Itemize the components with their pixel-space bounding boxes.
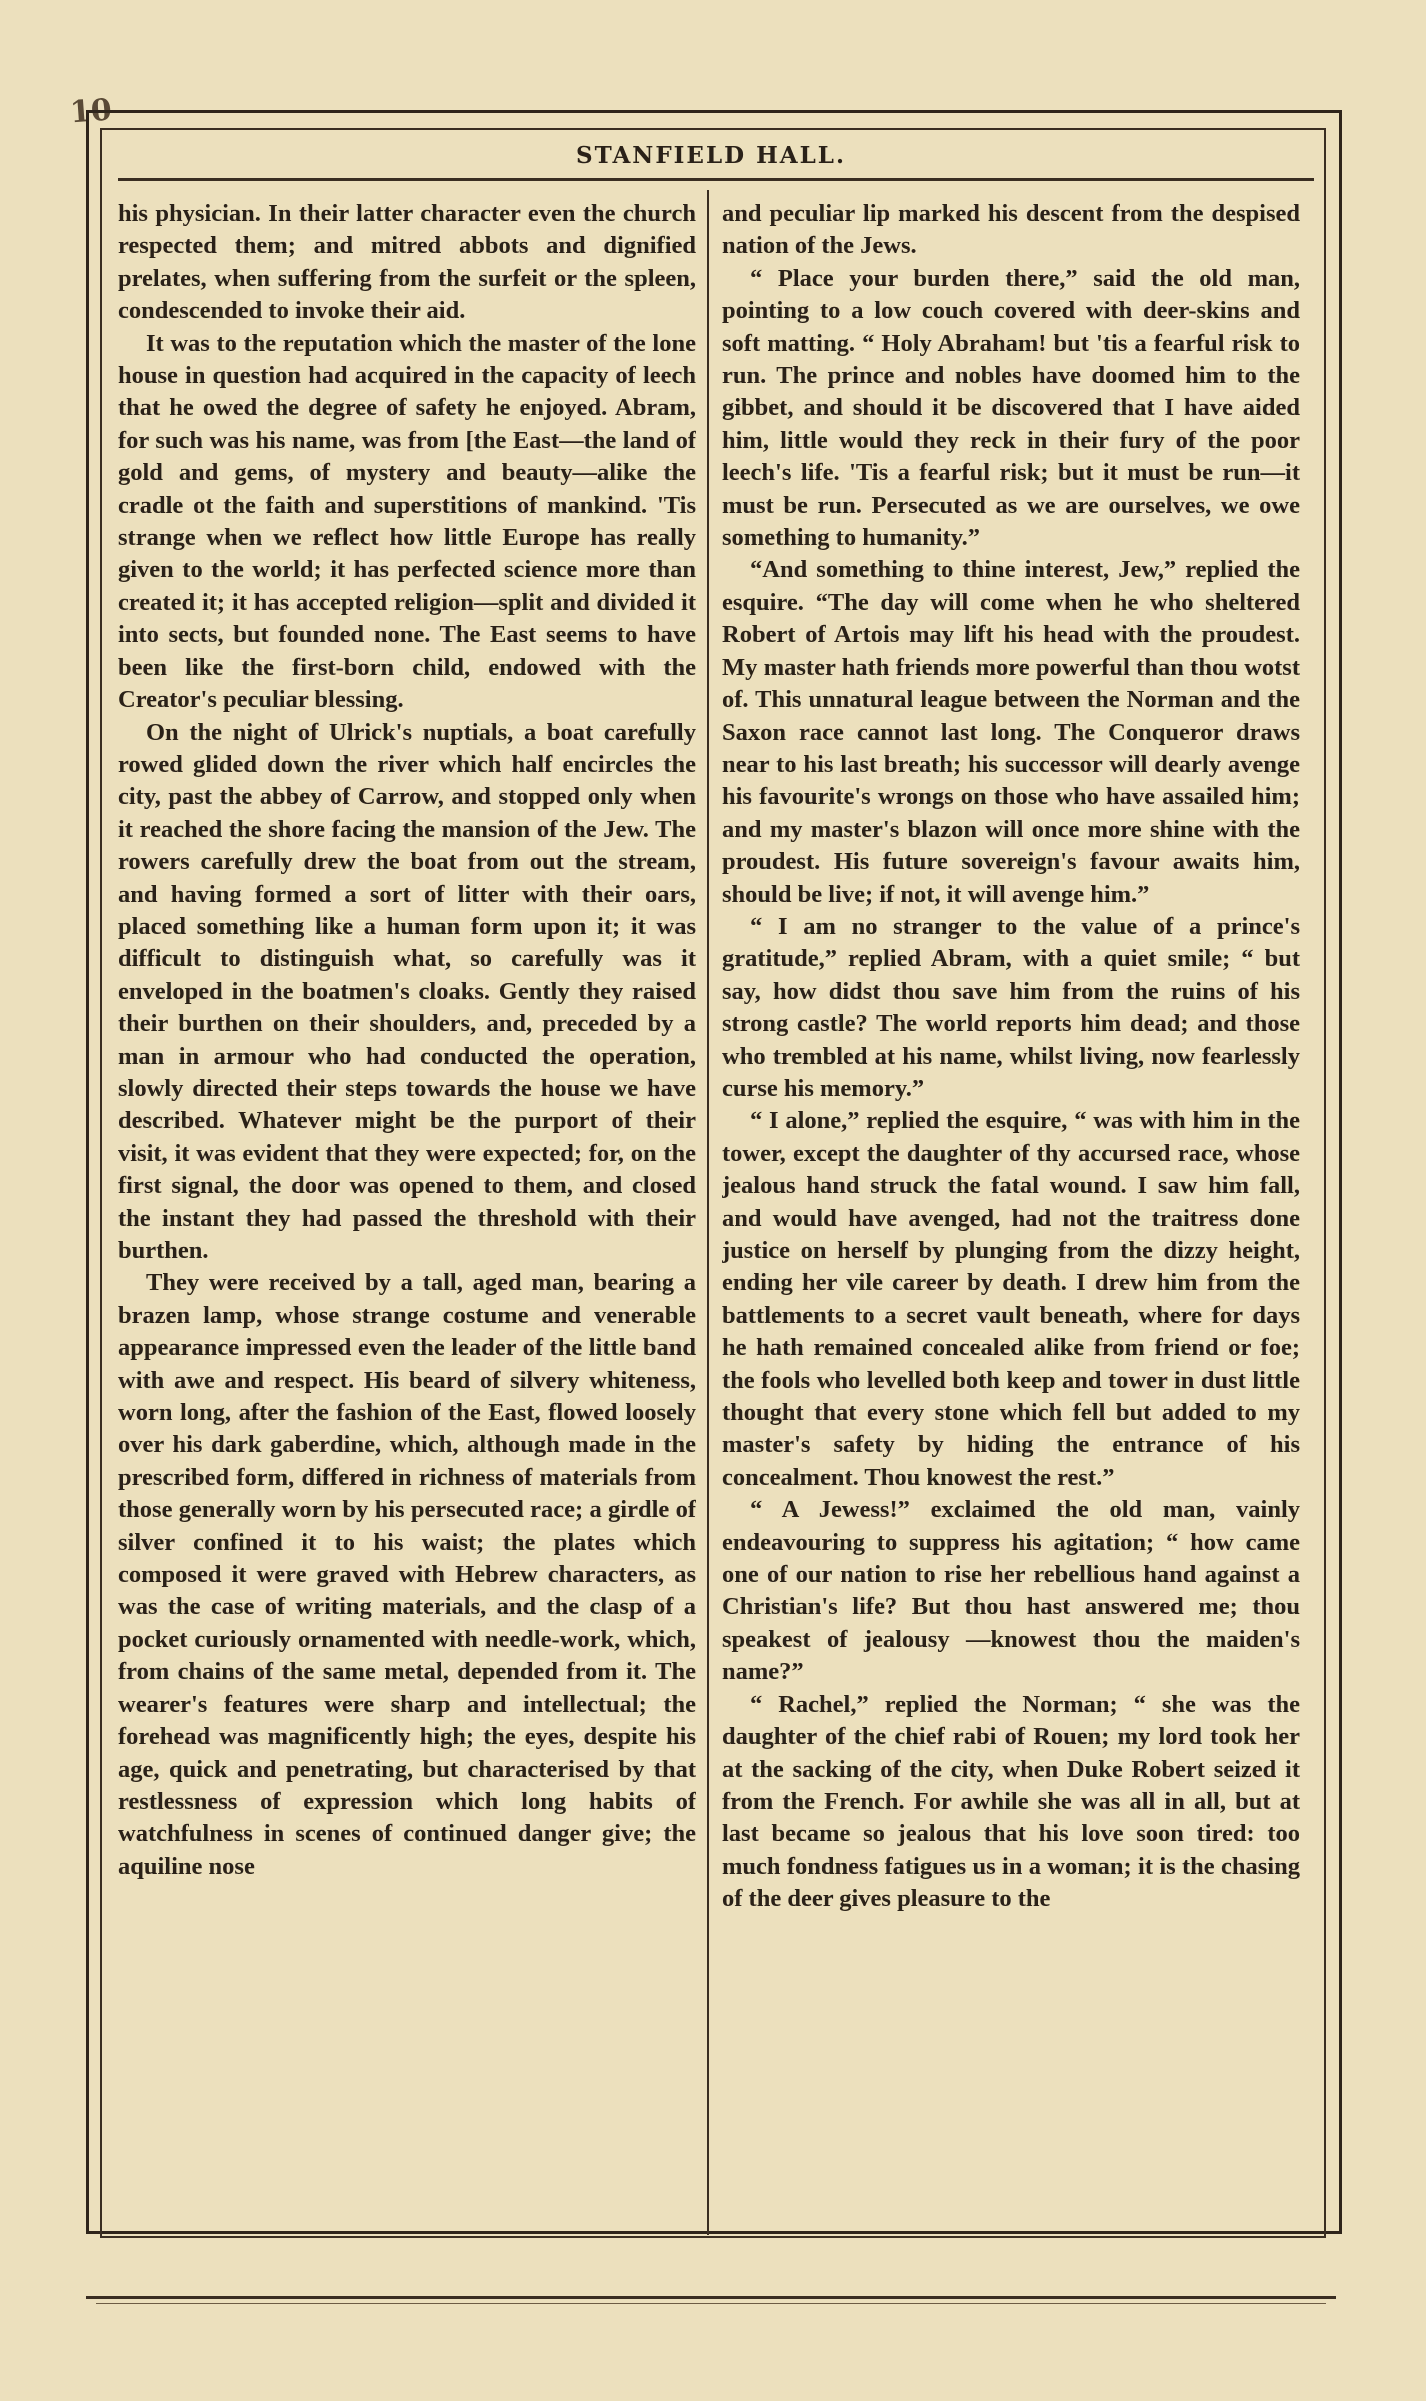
paragraph: his physician. In their latter character even the church respected them; and mitred abbots and dignified prelates, when suffering from the surfeit or the spleen, condescended to invoke their aid. — [118, 200, 696, 325]
right-column — [722, 198, 1300, 2228]
bottom-rule — [86, 2296, 1336, 2299]
paragraph: “ Rachel,” replied the Norman; “ she was the daughter of the chief rabi of Rouen; my lord took her at the sacking of the city, when Duke Robert seized it from the French. For awhile she was all in all, but at last became so jealous that his love soon tired: too much fondness fatigues us in a woman; it is the chasing of the deer gives pleasure to the — [722, 1690, 1300, 1913]
bottom-rule-thin — [96, 2303, 1326, 2304]
paragraph: “And something to thine interest, Jew,” replied the esquire. “The day will come when he who sheltered Robert of Artois may lift his head with the proudest. My master hath friends more powerful than thou wotst of. This unnatural league between the Norman and the Saxon race cannot last long. The Conqueror draws near to his last breath; his successor will dearly avenge his favourite's wrongs on those who have assailed him; and my master's blazon will once more shine with the proudest. His future sovereign's favour awaits him, should be live; if not, it will avenge him.” — [722, 556, 1300, 908]
paragraph: They were received by a tall, aged man, bearing a brazen lamp, whose strange costume and venerable appearance impressed even the leader of the little band with awe and respect. His beard of silvery whiteness, worn long, after the fashion of the East, flowed loosely over his dark gaberdine, which, although made in the prescribed form, differed in richness of materials from those generally worn by his persecuted race; a girdle of silver confined it to his waist; the plates which composed it were graved with Hebrew characters, as was the case of writing materials, and the clasp of a pocket curiously ornamented with needle-work, which, from chains of the same metal, depended from it. The wearer's features were sharp and intellectual; the forehead was magnificently high; the eyes, despite his age, quick and penetrating, but characterised by that restlessness of expression which long habits of watchfulness in scenes of continued danger give; the aquiline nose — [118, 1269, 696, 1880]
paragraph: On the night of Ulrick's nuptials, a boat carefully rowed glided down the river which half encircles the city, past the abbey of Carrow, and stopped only when it reached the shore facing the mansion of the Jew. The rowers carefully drew the boat from out the stream, and having formed a sort of litter with their oars, placed something like a human form upon it; it was difficult to distinguish what, so carefully was it enveloped in the boatmen's cloaks. Gently they raised their burthen on their shoulders, and, preceded by a man in armour who had conducted the operation, slowly directed their steps towards the house we have described. Whatever might be the purport of their visit, it was evident that they were expected; for, on the first signal, the door was opened to them, and closed the instant they had passed the threshold with their burthen. — [118, 718, 696, 1264]
column-divider — [707, 190, 709, 2235]
paragraph: “ I am no stranger to the value of a prince's gratitude,” replied Abram, with a quiet smile; “ but say, how didst thou save him from the ruins of his strong castle? The world reports him dead; and those who trembled at his name, whilst living, now fearlessly curse his memory.” — [722, 912, 1300, 1102]
running-title: STANFIELD HALL. — [575, 142, 846, 169]
left-column — [118, 198, 696, 2228]
paragraph: It was to the reputation which the master of the lone house in question had acquired in the capacity of leech that he owed the degree of safety he enjoyed. Abram, for such was his name, was from [the East—the land of gold and gems, of mystery and beauty—alike the cradle ot the faith and superstitions of mankind. 'Tis strange when we reflect how little Europe has really given to the world; it has perfected science more than created it; it has accepted religion—split and divided it into sects, but founded none. The East seems to have been like the first-born child, endowed with the Creator's peculiar blessing. — [118, 329, 696, 714]
paragraph: “ A Jewess!” exclaimed the old man, vainly endeavouring to suppress his agitation; “ how came one of our nation to rise her rebellious hand against a Christian's life? But thou hast answered me; thou speakest of jealousy —knowest thou the maiden's name?” — [722, 1496, 1300, 1686]
paragraph: “ I alone,” replied the esquire, “ was with him in the tower, except the daughter of thy accursed race, whose jealous hand struck the fatal wound. I saw him fall, and would have avenged, had not the traitress done justice on herself by plunging from the dizzy height, ending her vile career by death. I drew him from the battlements to a secret vault beneath, where for days he hath remained concealed alike from friend or foe; the fools who levelled both keep and tower in dust little thought that every stone which fell but added to my master's safety by hiding the entrance of his concealment. Thou knowest the rest.” — [722, 1107, 1300, 1491]
page-number: 10 — [68, 92, 113, 131]
paragraph: and peculiar lip marked his descent from the despised nation of the Jews. — [722, 200, 1300, 260]
header-rule — [118, 178, 1314, 181]
paragraph: “ Place your burden there,” said the old man, pointing to a low couch covered with deer-skins and soft matting. “ Holy Abraham! but 'tis a fearful risk to run. The prince and nobles have doomed him to the gibbet, and should it be discovered that I have aided him, little would they reck in their fury of the poor leech's life. 'Tis a fearful risk; but it must be run—it must be run. Persecuted as we are ourselves, we owe something to humanity.” — [722, 264, 1300, 552]
